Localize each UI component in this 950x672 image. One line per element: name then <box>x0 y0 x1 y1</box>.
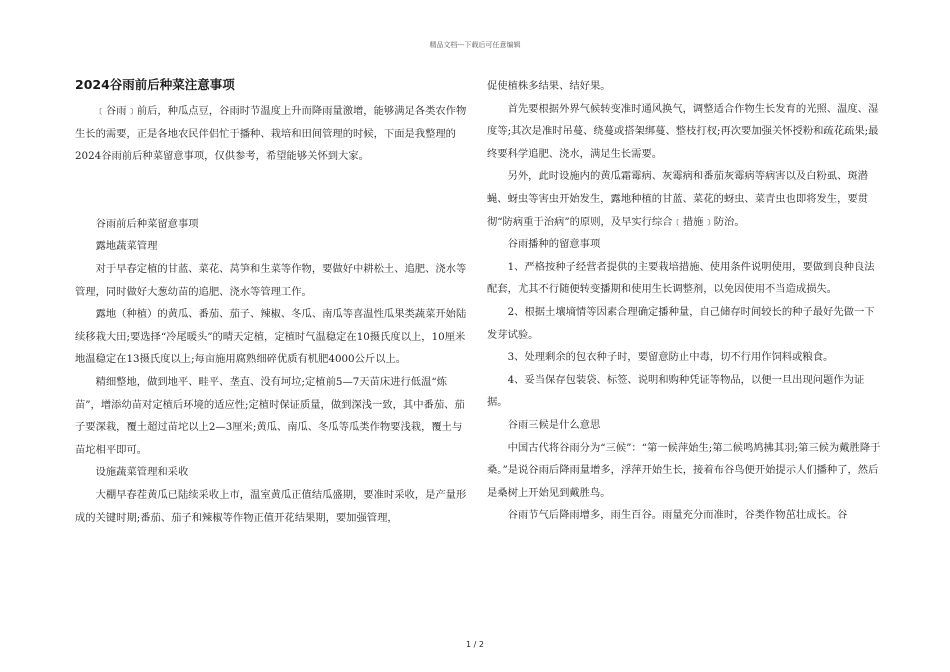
document-title: 2024谷雨前后种菜注意事项 <box>75 77 235 92</box>
body-paragraph: 大棚早春茬黄瓜已陆续采收上市，温室黄瓜正值结瓜盛期，要准时采收，是产量形成的关键时期;番茄、茄子和辣椒等作物正值开花结果期，要加强管理， <box>75 488 467 524</box>
body-paragraph: 另外，此时设施内的黄瓜霜霉病、灰霉病和番茄灰霉病等病害以及白粉虱、斑潜蝇、蚜虫等害虫开始发生，露地种植的甘蓝、菜花的蚜虫、菜青虫也即将发生，要贯彻“防病重于治病”的原则，及早实行综合﹝措施﹞防治。 <box>487 170 868 228</box>
section-heading: 谷雨播种的留意事项 <box>507 238 601 251</box>
body-paragraph: 中国古代将谷雨分为“三候”：“第一候萍始生;第二候鸣鸠拂其羽;第三候为戴胜降于桑。”是说谷雨后降雨量增多，浮萍开始生长，接着布谷鸟便开始提示人们播种了，然后是桑树上开始见到戴胜鸟。 <box>487 441 881 499</box>
section-heading: 谷雨前后种菜留意事项 <box>95 217 199 230</box>
list-item: 1、严格按种子经营者提供的主要栽培措施、使用条件说明使用，要做到良种良法配套，尤其不行随便转变播期和使用生长调整剂，以免因使用不当造成损失。 <box>487 260 875 296</box>
list-item: 2、根据土壤墒情等因素合理确定播种量，自己储存时间较长的种子最好先做一下发芽试验。 <box>487 305 875 341</box>
subsection-heading: 设施蔬菜管理和采收 <box>95 466 189 479</box>
list-item: 3、处理剩余的包衣种子时，要留意防止中毒，切不行用作饲料或粮食。 <box>507 351 834 364</box>
right-column <box>487 75 882 527</box>
body-paragraph: 首先要根据外界气候转变准时通风换气，调整适合作物生长发育的光照、温度、湿度等;其次是准时吊蔓、绕蔓或搭架绑蔓、整枝打杈;再次要加强关怀授粉和疏花疏果;最终要科学追肥、浇水，满足生长需要。 <box>487 102 879 160</box>
subsection-heading: 露地蔬菜管理 <box>95 240 158 253</box>
body-paragraph: 精细整地，做到地平、畦平、垄直、没有坷垃;定植前5—7天苗床进行低温“炼苗”，增添幼苗对定植后环境的适应性;定植时保证质量，做到深浅一致，其中番茄、茄子要深栽，覆土超过苗坨以上2—3厘米;黄瓜、南瓜、冬瓜等瓜类作物要浅栽，覆土与苗坨相平即可。 <box>75 375 465 456</box>
body-paragraph: 对于早春定植的甘蓝、菜花、莴笋和生菜等作物，要做好中耕松土、追肥、浇水等管理，同时做好大葱幼苗的追肥、浇水等管理工作。 <box>75 262 467 298</box>
paragraph-gap <box>75 168 470 213</box>
continued-paragraph: 促使植株多结果、结好果。 <box>487 80 611 92</box>
page-header: 精品文档---下载后可任意编辑 <box>429 41 521 49</box>
page-number: 1 / 2 <box>466 640 484 649</box>
intro-paragraph: ﹝谷雨﹞前后，种瓜点豆，谷雨时节温度上升而降雨量激增，能够满足各类农作物生长的需要，正是各地农民伴侣忙于播种、栽培和田间管理的时候，下面是我整理的2024谷雨前后种菜留意事项，仅供参考，希望能够关怀到大家。 <box>75 105 467 163</box>
section-heading: 谷雨三候是什么意思 <box>507 418 601 431</box>
list-item: 4、妥当保存包装袋、标签、说明和购种凭证等物品，以便一旦出现问题作为证据。 <box>487 373 865 409</box>
body-paragraph: 谷雨节气后降雨增多，雨生百谷。雨量充分而准时，谷类作物茁壮成长。谷 <box>507 509 848 522</box>
left-column <box>75 75 470 529</box>
body-paragraph: 露地（种植）的黄瓜、番茄、茄子、辣椒、冬瓜、南瓜等喜温性瓜果类蔬菜开始陆续移栽大田;要选择“冷尾暖头”的晴天定植，定植时气温稳定在10摄氏度以上，10厘米地温稳定在13摄氏度以上;每亩施用腐熟细碎优质有机肥4000公斤以上。 <box>75 308 467 366</box>
